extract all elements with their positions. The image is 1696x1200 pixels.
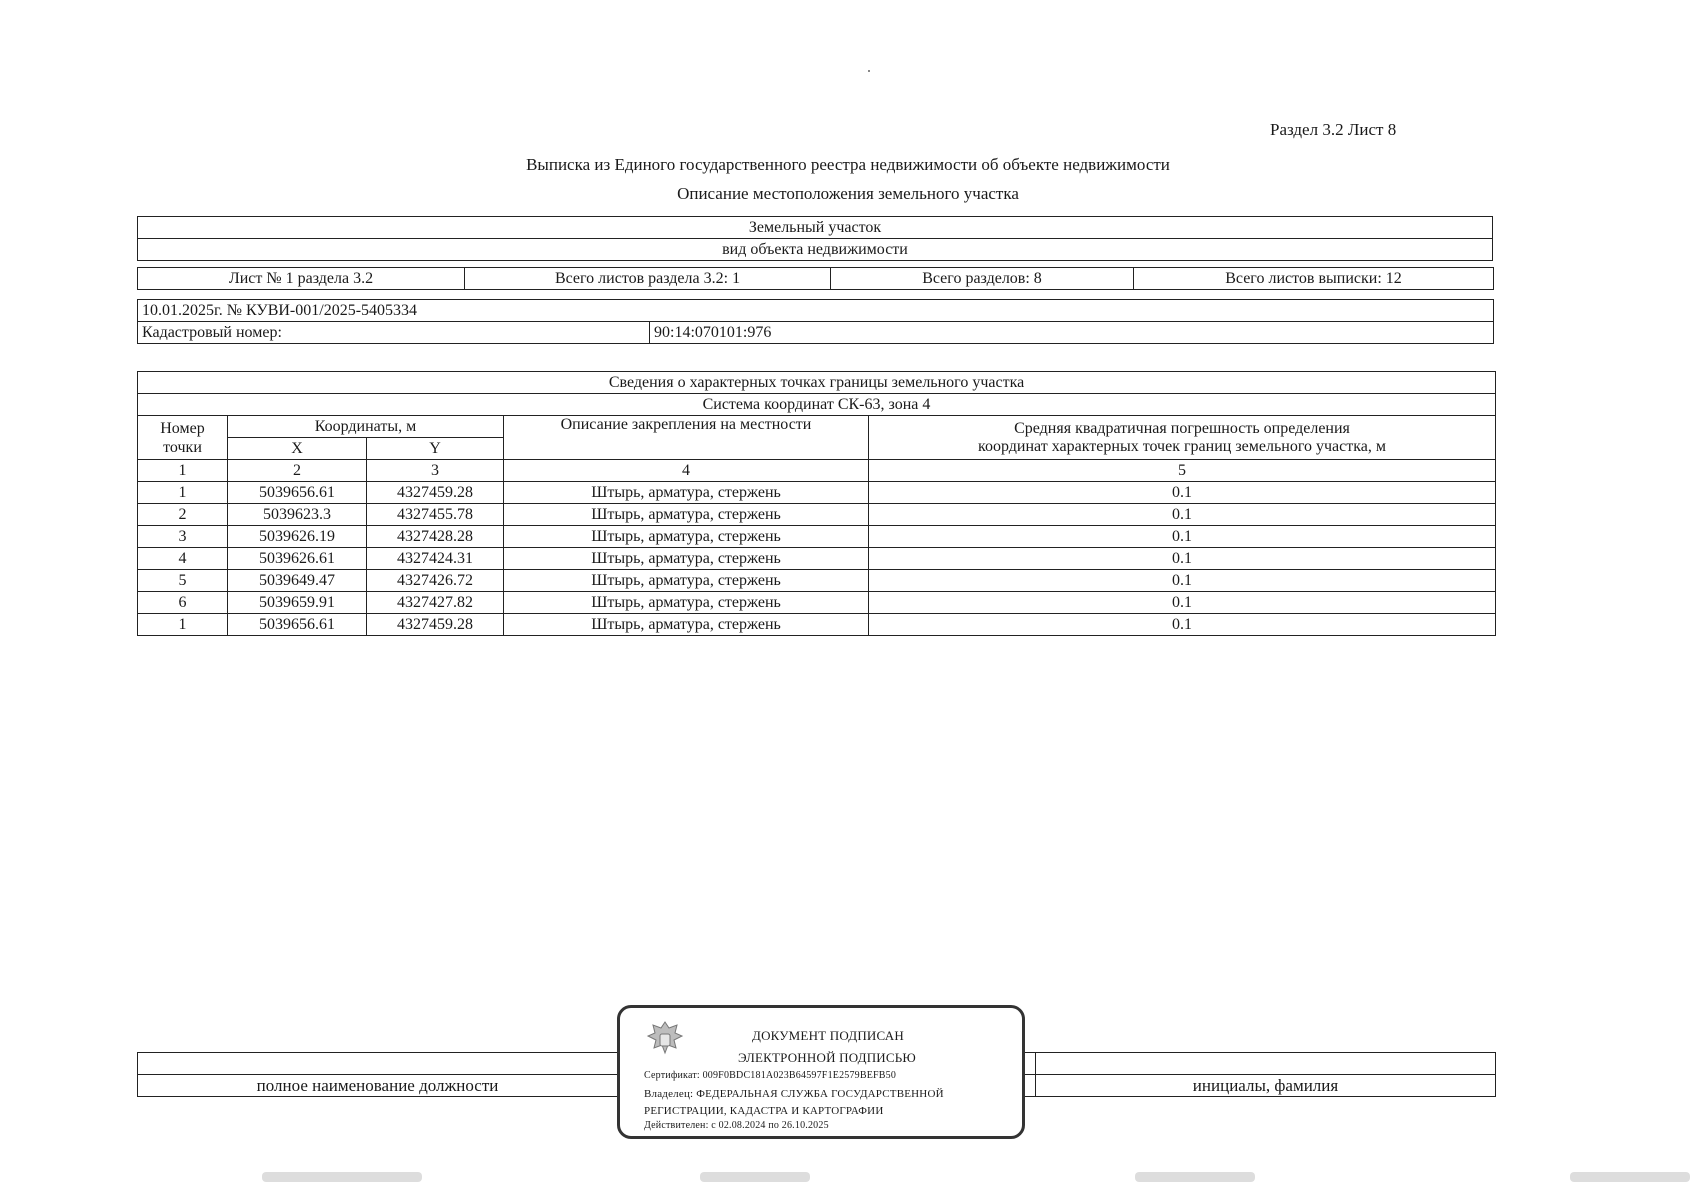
signature-position-field [138, 1053, 618, 1075]
table-row [138, 482, 1496, 504]
stamp-line1: ДОКУМЕНТ ПОДПИСАН [752, 1028, 904, 1043]
point-y: 4327427.82 [367, 592, 504, 614]
stamp-owner-line2: РЕГИСТРАЦИИ, КАДАСТРА И КАРТОГРАФИИ [644, 1105, 884, 1117]
stamp-certificate: Сертификат: 009F0BDC181A023B64597F1E2579BEFB50 [644, 1070, 897, 1081]
coordinate-system: Система координат СК-63, зона 4 [138, 394, 1496, 416]
point-description: Штырь, арматура, стержень [504, 570, 869, 592]
stamp-owner-line1: Владелец: ФЕДЕРАЛЬНАЯ СЛУЖБА ГОСУДАРСТВЕННОЙ [644, 1088, 944, 1100]
col-number-2: 2 [228, 460, 367, 482]
point-y: 4327428.28 [367, 526, 504, 548]
point-x: 5039649.47 [228, 570, 367, 592]
table-row [138, 504, 1496, 526]
position-caption: полное наименование должности [138, 1075, 618, 1097]
sheets-info-table [137, 267, 1494, 290]
col-x: X [228, 438, 367, 460]
electronic-signature-stamp [617, 1005, 1025, 1139]
col-number-3: 3 [367, 460, 504, 482]
table-row [138, 526, 1496, 548]
point-error: 0.1 [869, 482, 1496, 504]
table-row [138, 548, 1496, 570]
total-sheets-section: Всего листов раздела 3.2: 1 [465, 268, 831, 290]
total-sections: Всего разделов: 8 [831, 268, 1134, 290]
col-number-4: 4 [504, 460, 869, 482]
object-caption: вид объекта недвижимости [138, 239, 1493, 261]
point-x: 5039623.3 [228, 504, 367, 526]
points-table-title: Сведения о характерных точках границы земельного участка [138, 372, 1496, 394]
point-description: Штырь, арматура, стержень [504, 504, 869, 526]
point-number: 1 [138, 614, 228, 636]
point-description: Штырь, арматура, стержень [504, 482, 869, 504]
section-label: Раздел 3.2 Лист 8 [1270, 120, 1397, 139]
point-x: 5039626.19 [228, 526, 367, 548]
point-number: 4 [138, 548, 228, 570]
object-type-table [137, 216, 1493, 261]
point-number: 5 [138, 570, 228, 592]
point-error: 0.1 [869, 504, 1496, 526]
col-error [869, 416, 1496, 460]
table-row [138, 614, 1496, 636]
point-description: Штырь, арматура, стержень [504, 614, 869, 636]
signature-name-field [1036, 1053, 1496, 1075]
point-number: 6 [138, 592, 228, 614]
sheet-of-section: Лист № 1 раздела 3.2 [138, 268, 465, 290]
eagle-emblem-icon [642, 1016, 688, 1062]
col-error-line2: координат характерных точек границ земельного участка, м [978, 437, 1386, 455]
scan-smudge [1570, 1172, 1690, 1182]
point-number: 1 [138, 482, 228, 504]
document-subtitle: Описание местоположения земельного участка [677, 184, 1019, 203]
point-error: 0.1 [869, 548, 1496, 570]
col-error-line1: Средняя квадратичная погрешность определения [1014, 419, 1350, 437]
point-description: Штырь, арматура, стержень [504, 526, 869, 548]
col-point-number: Номер точки [138, 416, 228, 460]
point-description: Штырь, арматура, стержень [504, 548, 869, 570]
scan-smudge [1135, 1172, 1255, 1182]
scan-smudge [262, 1172, 422, 1182]
point-number: 3 [138, 526, 228, 548]
boundary-points-table [137, 371, 1496, 636]
point-y: 4327459.28 [367, 482, 504, 504]
point-x: 5039626.61 [228, 548, 367, 570]
name-caption: инициалы, фамилия [1036, 1075, 1496, 1097]
point-error: 0.1 [869, 592, 1496, 614]
point-y: 4327424.31 [367, 548, 504, 570]
point-error: 0.1 [869, 526, 1496, 548]
col-description: Описание закрепления на местности [504, 416, 869, 460]
point-x: 5039659.91 [228, 592, 367, 614]
cadastral-number: 90:14:070101:976 [650, 322, 1494, 344]
point-x: 5039656.61 [228, 482, 367, 504]
point-y: 4327459.28 [367, 614, 504, 636]
point-error: 0.1 [869, 570, 1496, 592]
table-row [138, 592, 1496, 614]
table-row [138, 570, 1496, 592]
point-number: 2 [138, 504, 228, 526]
point-x: 5039656.61 [228, 614, 367, 636]
stamp-validity: Действителен: с 02.08.2024 по 26.10.2025 [644, 1120, 829, 1131]
object-name: Земельный участок [138, 217, 1493, 239]
document-title: Выписка из Единого государственного реестра недвижимости об объекте недвижимости [526, 155, 1170, 174]
point-description: Штырь, арматура, стержень [504, 592, 869, 614]
scan-dot [868, 70, 870, 72]
column-numbers-row [138, 460, 1496, 482]
point-error: 0.1 [869, 614, 1496, 636]
point-y: 4327426.72 [367, 570, 504, 592]
col-number-1: 1 [138, 460, 228, 482]
stamp-line2: ЭЛЕКТРОННОЙ ПОДПИСЬЮ [738, 1050, 916, 1065]
cadastral-label: Кадастровый номер: [138, 322, 650, 344]
total-sheets-extract: Всего листов выписки: 12 [1134, 268, 1494, 290]
col-number-5: 5 [869, 460, 1496, 482]
col-coordinates: Координаты, м [228, 416, 504, 438]
col-y: Y [367, 438, 504, 460]
registration-table [137, 299, 1494, 344]
registration-date-number: 10.01.2025г. № КУВИ-001/2025-5405334 [138, 300, 1494, 322]
point-y: 4327455.78 [367, 504, 504, 526]
scan-smudge [700, 1172, 810, 1182]
